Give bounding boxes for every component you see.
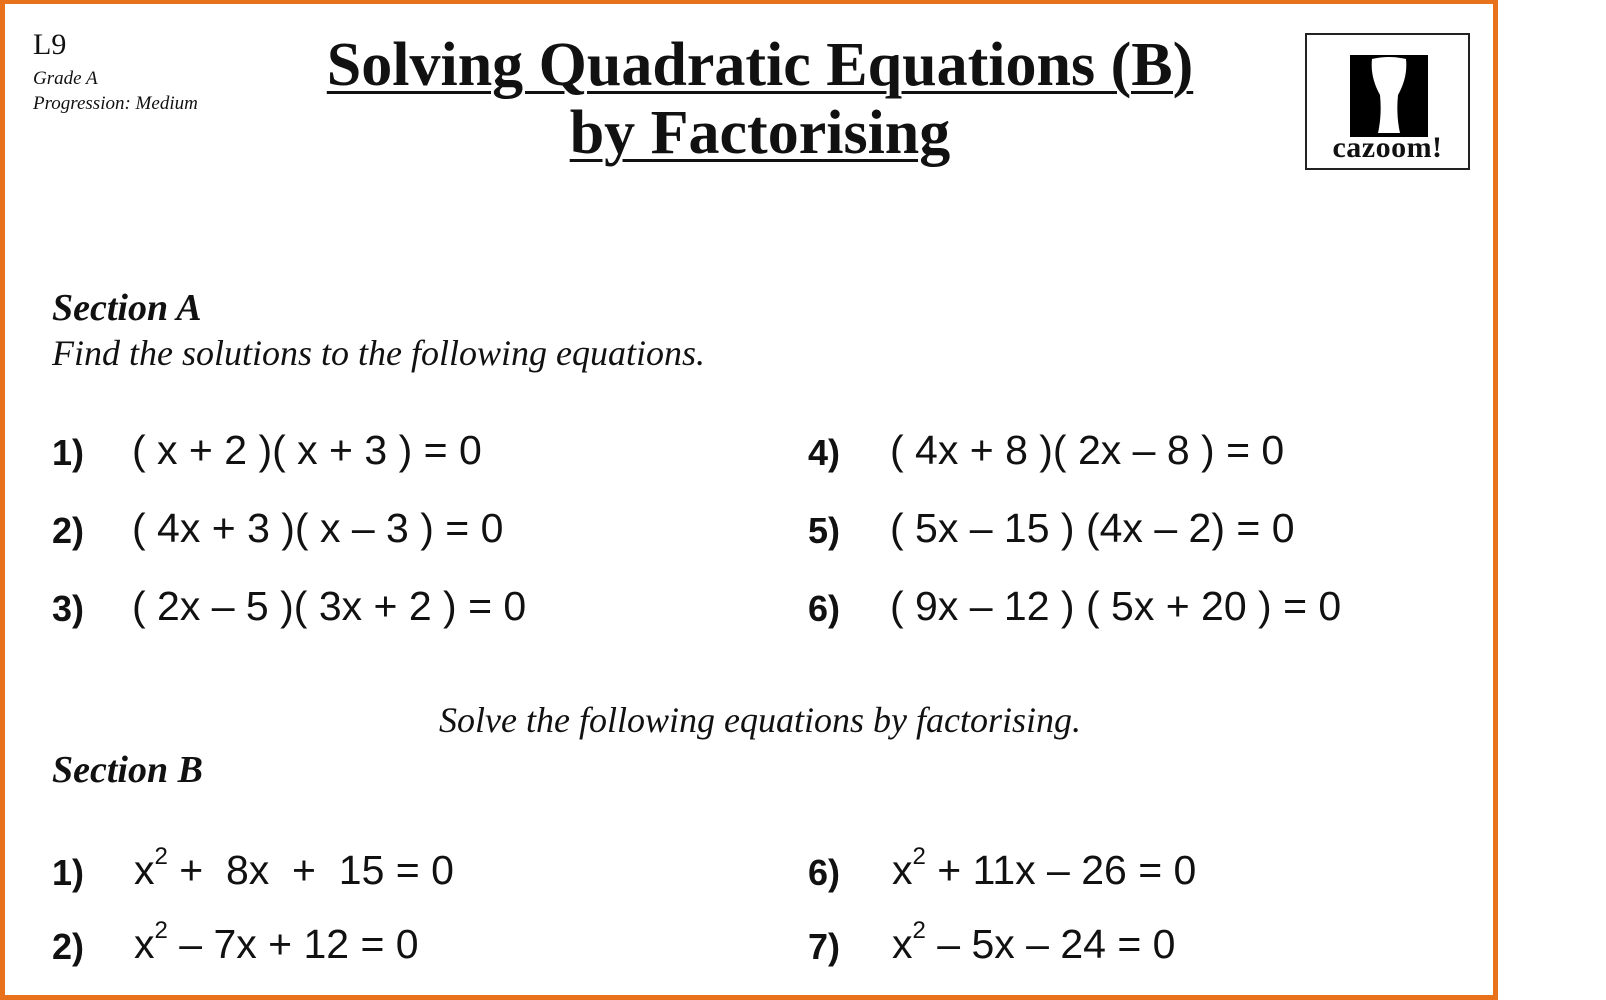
grade-label: Grade A	[33, 68, 98, 89]
eq-base: x	[892, 921, 913, 967]
section-b-instruction: Solve the following equations by factorising.	[439, 700, 1081, 740]
eq-rest: + 8x + 15 = 0	[167, 847, 454, 893]
eq-exponent: 2	[154, 843, 168, 870]
question-number: 1)	[52, 432, 85, 473]
eq-exponent: 2	[912, 917, 926, 944]
eq-exponent: 2	[154, 917, 168, 944]
equation: ( 4x + 8 )( 2x – 8 ) = 0	[890, 427, 1285, 473]
eq-base: x	[134, 921, 155, 967]
equation	[892, 843, 1197, 894]
equation	[134, 917, 419, 968]
cazoom-logo	[1305, 33, 1470, 170]
level-code: L9	[33, 28, 67, 61]
question-number: 2)	[52, 926, 85, 967]
equation	[134, 843, 454, 894]
question-number: 2)	[52, 510, 85, 551]
question-number: 7)	[808, 926, 841, 967]
eq-rest: – 5x – 24 = 0	[925, 921, 1176, 967]
section-a-instruction: Find the solutions to the following equations.	[52, 333, 705, 373]
title-line-1: Solving Quadratic Equations (B)	[326, 31, 1194, 99]
eq-base: x	[134, 847, 155, 893]
equation: ( 9x – 12 ) ( 5x + 20 ) = 0	[890, 583, 1342, 629]
question-number: 6)	[808, 852, 841, 893]
question-number: 1)	[52, 852, 85, 893]
question-number: 4)	[808, 432, 841, 473]
section-a-heading: Section A	[52, 287, 202, 329]
question-number: 3)	[52, 588, 85, 629]
title-line-2: by Factorising	[569, 99, 951, 167]
equation	[892, 917, 1176, 968]
question-number: 6)	[808, 588, 841, 629]
eq-exponent: 2	[912, 843, 926, 870]
logo-text: cazoom!	[1332, 131, 1443, 164]
question-number: 5)	[808, 510, 841, 551]
progression-label: Progression: Medium	[33, 93, 198, 114]
eq-rest: + 11x – 26 = 0	[925, 847, 1197, 893]
section-b-heading: Section B	[52, 749, 203, 791]
equation: ( 4x + 3 )( x – 3 ) = 0	[132, 505, 504, 551]
eq-base: x	[892, 847, 913, 893]
equation: ( 5x – 15 ) (4x – 2) = 0	[890, 505, 1295, 551]
eq-rest: – 7x + 12 = 0	[167, 921, 419, 967]
drum-icon	[1350, 55, 1428, 137]
equation: ( 2x – 5 )( 3x + 2 ) = 0	[132, 583, 527, 629]
equation: ( x + 2 )( x + 3 ) = 0	[132, 427, 482, 473]
